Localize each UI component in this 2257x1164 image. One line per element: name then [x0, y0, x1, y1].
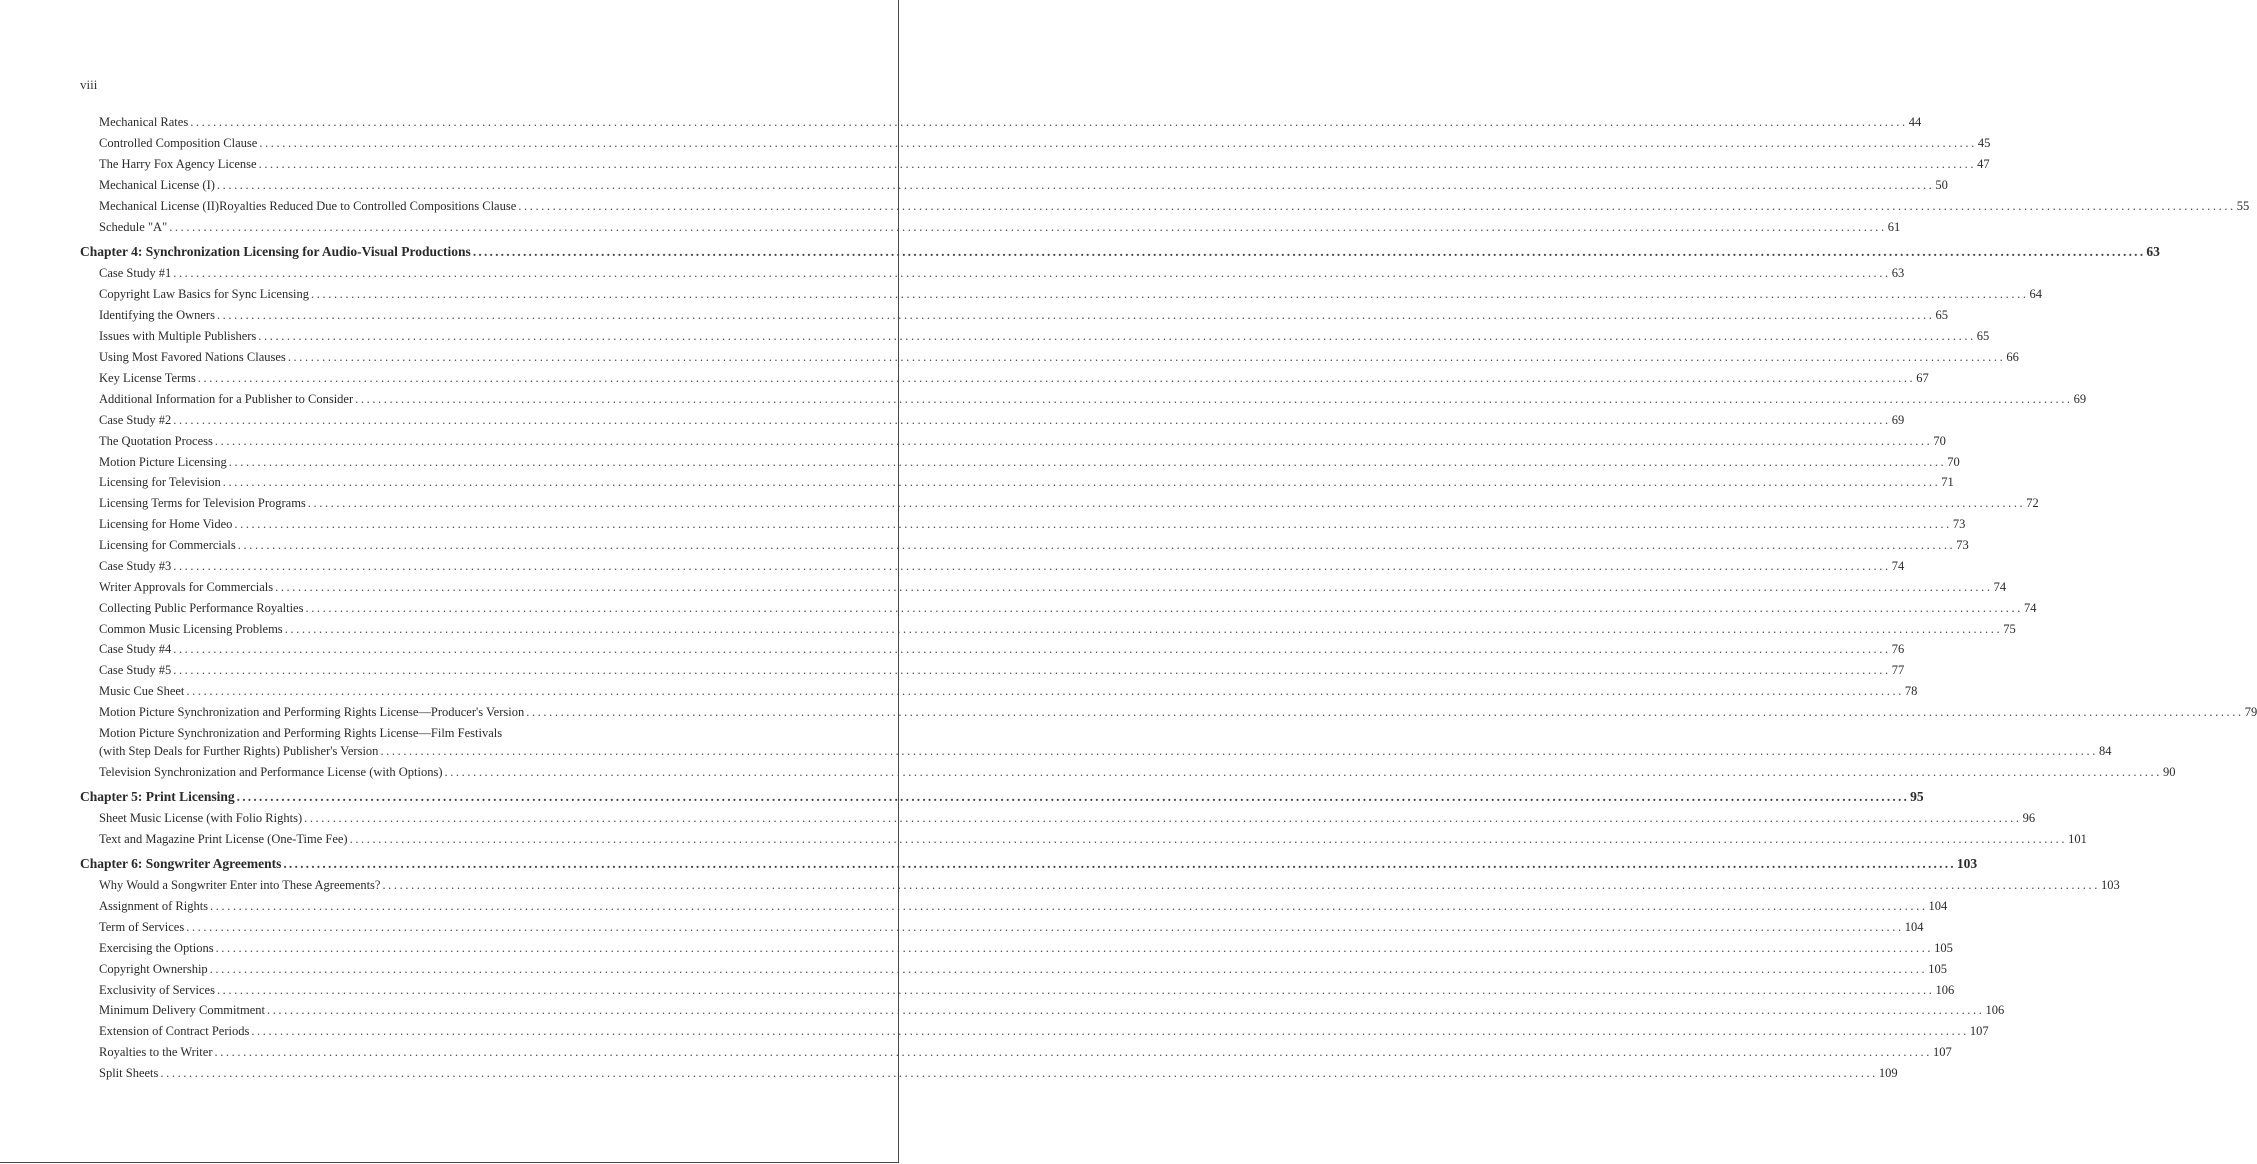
toc-entry[interactable] — [99, 475, 1954, 493]
dot-leader: ............................................................................................................................................................................................................................................................................................................ — [526, 705, 2244, 719]
entry-title: Key License Terms — [99, 371, 196, 385]
dot-leader: ............................................................................................................................................................................................................................................................................................................ — [173, 663, 1891, 677]
entry-title: Case Study #2 — [99, 413, 172, 427]
entry-title: Mechanical License (I) — [99, 178, 215, 192]
entry-title: Exclusivity of Services — [99, 983, 215, 997]
toc-entry[interactable] — [99, 580, 2007, 598]
page-ref: 78 — [1904, 684, 1918, 698]
page-ref: 44 — [1908, 115, 1922, 129]
toc-entry[interactable] — [99, 832, 2087, 850]
entry-title: Term of Services — [99, 920, 185, 934]
dot-leader: ............................................................................................................................................................................................................................................................................................................ — [236, 789, 1910, 804]
dot-leader: ............................................................................................................................................................................................................................................................................................................ — [186, 684, 1904, 698]
page-ref: 76 — [1891, 642, 1905, 656]
page-ref: 74 — [2023, 601, 2037, 615]
dot-leader: ............................................................................................................................................................................................................................................................................................................ — [190, 115, 1908, 129]
dot-leader: ............................................................................................................................................................................................................................................................................................................ — [307, 496, 2026, 510]
toc-entry[interactable] — [99, 1003, 2005, 1021]
toc-entry[interactable] — [99, 559, 1905, 577]
page-ref: 65 — [1935, 308, 1948, 322]
dot-leader: ............................................................................................................................................................................................................................................................................................................ — [266, 1003, 1985, 1017]
page-ref: 105 — [1928, 962, 1947, 976]
entry-title: The Harry Fox Agency License — [99, 157, 257, 171]
dot-leader: ............................................................................................................................................................................................................................................................................................................ — [259, 136, 1977, 150]
entry-title: Licensing Terms for Television Programs — [99, 496, 306, 510]
dot-leader: ............................................................................................................................................................................................................................................................................................................ — [251, 1024, 1969, 1038]
dot-leader: ............................................................................................................................................................................................................................................................................................................ — [222, 475, 1941, 489]
toc-entry[interactable] — [99, 392, 2087, 410]
entry-title: Case Study #1 — [99, 266, 172, 280]
entry-title: Collecting Public Performance Royalties — [99, 601, 304, 615]
entry-title: Identifying the Owners — [99, 308, 215, 322]
toc-entry[interactable] — [99, 136, 1991, 154]
page-ref: 79 — [2244, 705, 2257, 719]
toc-entry-wrapped-line[interactable]: Motion Picture Synchronization and Performing Rights License—Film Festivals — [99, 726, 503, 740]
page-ref: 103 — [2100, 878, 2120, 892]
page-ref: 45 — [1977, 136, 1991, 150]
toc-entry[interactable] — [99, 601, 2037, 619]
toc-entry[interactable] — [99, 329, 1990, 347]
dot-leader: ............................................................................................................................................................................................................................................................................................................ — [228, 455, 1947, 469]
dot-leader: ............................................................................................................................................................................................................................................................................................................ — [284, 622, 2003, 636]
dot-leader: ............................................................................................................................................................................................................................................................................................................ — [214, 1045, 1932, 1059]
toc-entry[interactable] — [99, 199, 2250, 217]
toc-entry[interactable] — [99, 178, 1948, 196]
toc-entry[interactable] — [99, 878, 2120, 896]
dot-leader: ............................................................................................................................................................................................................................................................................................................ — [355, 392, 2073, 406]
entry-title: Copyright Ownership — [99, 962, 208, 976]
entry-title: Text and Magazine Print License (One-Time Fee) — [99, 832, 348, 846]
toc-entry[interactable] — [99, 1024, 1989, 1042]
dot-leader: ............................................................................................................................................................................................................................................................................................................ — [382, 878, 2100, 892]
toc-entry[interactable] — [99, 1066, 1898, 1084]
dot-leader: ............................................................................................................................................................................................................................................................................................................ — [160, 1066, 1878, 1080]
dot-leader: ............................................................................................................................................................................................................................................................................................................ — [169, 220, 1887, 234]
page-ref: 107 — [1969, 1024, 1989, 1038]
dot-leader: ............................................................................................................................................................................................................................................................................................................ — [173, 642, 1891, 656]
toc-entry[interactable] — [99, 705, 2257, 723]
toc-entry[interactable] — [99, 1045, 1952, 1063]
page-ref: 103 — [1956, 856, 1978, 871]
dot-leader: ............................................................................................................................................................................................................................................................................................................ — [237, 538, 1956, 552]
page-ref: 72 — [2026, 496, 2039, 510]
page-ref: 69 — [1891, 413, 1905, 427]
entry-title: Controlled Composition Clause — [99, 136, 258, 150]
page-ref: 101 — [2068, 832, 2087, 846]
dot-leader: ............................................................................................................................................................................................................................................................................................................ — [173, 413, 1891, 427]
entry-title: Minimum Delivery Commitment — [99, 1003, 265, 1017]
dot-leader: ............................................................................................................................................................................................................................................................................................................ — [304, 811, 2022, 825]
page-ref: 63 — [2146, 244, 2160, 259]
dot-leader: ............................................................................................................................................................................................................................................................................................................ — [311, 287, 2029, 301]
toc-entry[interactable] — [99, 287, 2043, 305]
toc-chapter-entry[interactable] — [80, 856, 1978, 874]
dot-leader: ............................................................................................................................................................................................................................................................................................................ — [216, 178, 1935, 192]
page-ref: 61 — [1887, 220, 1901, 234]
entry-title: Split Sheets — [99, 1066, 159, 1080]
entry-title: Exercising the Options — [99, 941, 214, 955]
page-ref: 47 — [1977, 157, 1990, 171]
page-ref: 73 — [1952, 517, 1966, 531]
toc-entry[interactable] — [99, 765, 2176, 783]
entry-title: Case Study #5 — [99, 663, 172, 677]
page-ref: 67 — [1916, 371, 1929, 385]
dot-leader: ............................................................................................................................................................................................................................................................................................................ — [305, 601, 2023, 615]
page-ref: 96 — [2022, 811, 2036, 825]
page-ref: 64 — [2029, 287, 2043, 301]
page-ref: 50 — [1935, 178, 1948, 192]
dot-leader: ............................................................................................................................................................................................................................................................................................................ — [444, 765, 2162, 779]
page-ref: 66 — [2006, 350, 2019, 364]
entry-title: Sheet Music License (with Folio Rights) — [99, 811, 303, 825]
entry-title: Extension of Contract Periods — [99, 1024, 250, 1038]
page-ref: 74 — [1993, 580, 2007, 594]
page-ref: 75 — [2003, 622, 2016, 636]
entry-title: The Quotation Process — [99, 434, 213, 448]
toc-entry[interactable] — [99, 434, 1946, 452]
dot-leader: ............................................................................................................................................................................................................................................................................................................ — [215, 941, 1934, 955]
dot-leader: ............................................................................................................................................................................................................................................................................................................ — [214, 434, 1933, 448]
toc-entry[interactable] — [99, 496, 2039, 514]
toc-entry[interactable] — [99, 350, 2019, 368]
entry-title: Issues with Multiple Publishers — [99, 329, 257, 343]
page-number: viii — [80, 77, 98, 92]
entry-title: Why Would a Songwriter Enter into These Agreements? — [99, 878, 381, 892]
toc-entry[interactable] — [99, 811, 2036, 829]
dot-leader: ............................................................................................................................................................................................................................................................................................................ — [186, 920, 1904, 934]
toc-entry[interactable] — [99, 744, 2112, 762]
entry-title: Case Study #4 — [99, 642, 172, 656]
chapter-title: Chapter 4: Synchronization Licensing for Audio-Visual Productions — [80, 244, 471, 259]
entry-title: Licensing for Commercials — [99, 538, 236, 552]
entry-title: Royalties to the Writer — [99, 1045, 213, 1059]
dot-leader: ............................................................................................................................................................................................................................................................................................................ — [210, 899, 1928, 913]
dot-leader: ............................................................................................................................................................................................................................................................................................................ — [197, 371, 1916, 385]
entry-title: Case Study #3 — [99, 559, 172, 573]
dot-leader: ............................................................................................................................................................................................................................................................................................................ — [380, 744, 2098, 758]
toc-entry[interactable] — [99, 622, 2016, 640]
toc-entry[interactable] — [99, 455, 1960, 473]
dot-leader: ............................................................................................................................................................................................................................................................................................................ — [173, 559, 1891, 573]
entry-title: (with Step Deals for Further Rights) Publisher's Version — [99, 744, 379, 758]
dot-leader: ............................................................................................................................................................................................................................................................................................................ — [258, 329, 1976, 343]
toc-entry[interactable] — [99, 157, 1990, 175]
dot-leader: ............................................................................................................................................................................................................................................................................................................ — [234, 517, 1952, 531]
toc-entry[interactable] — [99, 220, 1901, 238]
dot-leader: ............................................................................................................................................................................................................................................................................................................ — [173, 266, 1891, 280]
dot-leader: ............................................................................................................................................................................................................................................................................................................ — [283, 856, 1956, 871]
chapter-title: Chapter 6: Songwriter Agreements — [80, 856, 282, 871]
page-ref: 106 — [1985, 1003, 2005, 1017]
dot-leader: ............................................................................................................................................................................................................................................................................................................ — [258, 157, 1977, 171]
entry-title: Licensing for Home Video — [99, 517, 233, 531]
page-ref: 77 — [1891, 663, 1905, 677]
dot-leader: ............................................................................................................................................................................................................................................................................................................ — [209, 962, 1928, 976]
toc-entry[interactable] — [99, 684, 1918, 702]
entry-title: Music Cue Sheet — [99, 684, 185, 698]
toc-entry[interactable] — [99, 983, 1955, 1001]
page-ref: 104 — [1928, 899, 1948, 913]
toc-entry[interactable] — [99, 642, 1905, 660]
dot-leader: ............................................................................................................................................................................................................................................................................................................ — [472, 244, 2146, 259]
page-ref: 95 — [1910, 789, 1924, 804]
page-ref: 70 — [1947, 455, 1960, 469]
dot-leader: ............................................................................................................................................................................................................................................................................................................ — [216, 308, 1935, 322]
toc-entry[interactable] — [99, 413, 1905, 431]
entry-title: Mechanical License (II)Royalties Reduced Due to Controlled Compositions Clause — [99, 199, 517, 213]
entry-title: Copyright Law Basics for Sync Licensing — [99, 287, 310, 301]
page-ref: 106 — [1935, 983, 1955, 997]
toc-entry[interactable] — [99, 371, 1929, 389]
page-ref: 69 — [2073, 392, 2087, 406]
toc-entry[interactable] — [99, 941, 1953, 959]
dot-leader: ............................................................................................................................................................................................................................................................................................................ — [216, 983, 1935, 997]
dot-leader: ............................................................................................................................................................................................................................................................................................................ — [287, 350, 2006, 364]
entry-title: Using Most Favored Nations Clauses — [99, 350, 286, 364]
toc-entry[interactable] — [99, 266, 1905, 284]
toc-entry[interactable] — [99, 517, 1966, 535]
page-ref: 107 — [1932, 1045, 1952, 1059]
page-ref: 105 — [1934, 941, 1953, 955]
page-ref: 71 — [1941, 475, 1954, 489]
entry-title: Assignment of Rights — [99, 899, 209, 913]
toc-entry[interactable] — [99, 538, 1969, 556]
entry-title: Mechanical Rates — [99, 115, 189, 129]
toc-entry[interactable] — [99, 663, 1905, 681]
page-ref: 90 — [2162, 765, 2176, 779]
toc-entry[interactable] — [99, 115, 1922, 133]
page-ref: 104 — [1904, 920, 1924, 934]
dot-leader: ............................................................................................................................................................................................................................................................................................................ — [349, 832, 2068, 846]
entry-title: Additional Information for a Publisher to Consider — [99, 392, 354, 406]
dot-leader: ............................................................................................................................................................................................................................................................................................................ — [518, 199, 2236, 213]
page-ref: 74 — [1891, 559, 1905, 573]
toc-entry[interactable] — [99, 920, 1924, 938]
toc-entry[interactable] — [99, 899, 1948, 917]
toc-chapter-entry[interactable] — [80, 789, 1924, 807]
page-ref: 73 — [1956, 538, 1969, 552]
page-ref: 84 — [2098, 744, 2112, 758]
page-ref: 63 — [1891, 266, 1905, 280]
page-ref: 109 — [1878, 1066, 1898, 1080]
entry-title: Motion Picture Licensing — [99, 455, 227, 469]
entry-title: Schedule "A" — [99, 220, 168, 234]
page-ref: 55 — [2236, 199, 2250, 213]
toc-entry[interactable] — [99, 308, 1948, 326]
entry-title: Common Music Licensing Problems — [99, 622, 283, 636]
toc-chapter-entry[interactable] — [80, 244, 2160, 262]
page-ref: 70 — [1933, 434, 1946, 448]
toc-entry[interactable] — [99, 962, 1947, 980]
dot-leader: ............................................................................................................................................................................................................................................................................................................ — [275, 580, 1993, 594]
entry-title: Licensing for Television — [99, 475, 221, 489]
entry-title: Writer Approvals for Commercials — [99, 580, 274, 594]
entry-title: Motion Picture Synchronization and Performing Rights License—Producer's Version — [99, 705, 525, 719]
page-ref: 65 — [1976, 329, 1990, 343]
entry-title: Television Synchronization and Performance License (with Options) — [99, 765, 443, 779]
chapter-title: Chapter 5: Print Licensing — [80, 789, 235, 804]
